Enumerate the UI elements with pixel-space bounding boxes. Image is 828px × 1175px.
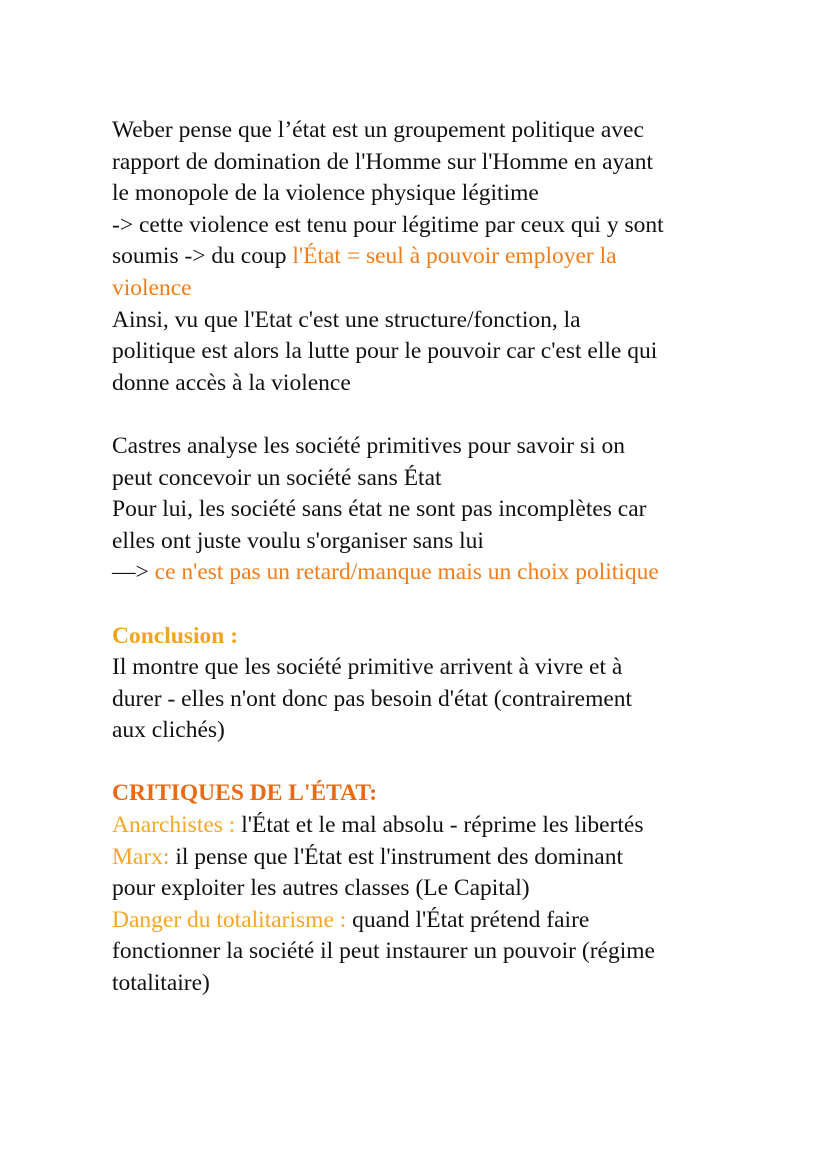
anarchistes-label: Anarchistes : bbox=[112, 812, 242, 839]
castres-paragraph bbox=[112, 431, 752, 589]
text-line: Pour lui, les société sans état ne sont pas incomplètes car bbox=[112, 496, 647, 523]
text-line bbox=[112, 810, 752, 842]
text-line: durer - elles n'ont donc pas besoin d'état (contrairement bbox=[112, 685, 633, 712]
critiques-section bbox=[112, 778, 752, 999]
text-line: pour exploiter les autres classes (Le Capital) bbox=[112, 875, 530, 902]
text-segment: soumis -> du coup bbox=[112, 243, 293, 270]
critiques-heading: CRITIQUES DE L'ÉTAT: bbox=[112, 780, 378, 807]
highlighted-text: violence bbox=[112, 274, 192, 301]
text-line: Castres analyse les société primitives pour savoir si on bbox=[112, 432, 625, 459]
highlighted-text: l'État = seul à pouvoir employer la bbox=[292, 243, 617, 270]
text-line: Il montre que les société primitive arrivent à vivre et à bbox=[112, 654, 623, 681]
text-segment: il pense que l'État est l'instrument des dominant bbox=[175, 843, 624, 870]
marx-label: Marx: bbox=[112, 843, 176, 870]
text-segment: quand l'État prétend faire bbox=[352, 906, 590, 933]
paragraph-spacer bbox=[112, 589, 752, 621]
text-line: donne accès à la violence bbox=[112, 369, 351, 396]
paragraph-spacer bbox=[112, 399, 752, 431]
text-line: Weber pense que l’état est un groupement politique avec bbox=[112, 117, 644, 143]
text-line bbox=[112, 241, 752, 273]
text-line bbox=[112, 557, 752, 589]
text-segment: l'État et le mal absolu - réprime les libertés bbox=[241, 812, 644, 839]
text-line: aux clichés) bbox=[112, 717, 225, 744]
text-line: rapport de domination de l'Homme sur l'Homme en ayant bbox=[112, 148, 654, 175]
text-line: politique est alors la lutte pour le pouvoir car c'est elle qui bbox=[112, 338, 658, 365]
text-line bbox=[112, 842, 752, 874]
document-page bbox=[112, 115, 752, 1000]
highlighted-text: ce n'est pas un retard/manque mais un choix politique bbox=[154, 559, 659, 586]
text-line: totalitaire) bbox=[112, 970, 210, 997]
arrow-prefix: —> bbox=[112, 559, 155, 586]
text-line bbox=[112, 905, 752, 937]
conclusion-heading: Conclusion : bbox=[112, 622, 239, 649]
paragraph-spacer bbox=[112, 747, 752, 779]
weber-paragraph bbox=[112, 115, 752, 399]
text-line: elles ont juste voulu s'organiser sans lui bbox=[112, 527, 484, 554]
danger-label: Danger du totalitarisme : bbox=[112, 906, 353, 933]
text-line: fonctionner la société il peut instaurer un pouvoir (régime bbox=[112, 938, 655, 965]
text-line: peut concevoir un société sans État bbox=[112, 464, 442, 491]
text-line: -> cette violence est tenu pour légitime par ceux qui y sont bbox=[112, 211, 664, 238]
text-line: le monopole de la violence physique légitime bbox=[112, 180, 539, 207]
conclusion-section bbox=[112, 621, 752, 747]
text-line: Ainsi, vu que l'Etat c'est une structure/fonction, la bbox=[112, 306, 581, 333]
